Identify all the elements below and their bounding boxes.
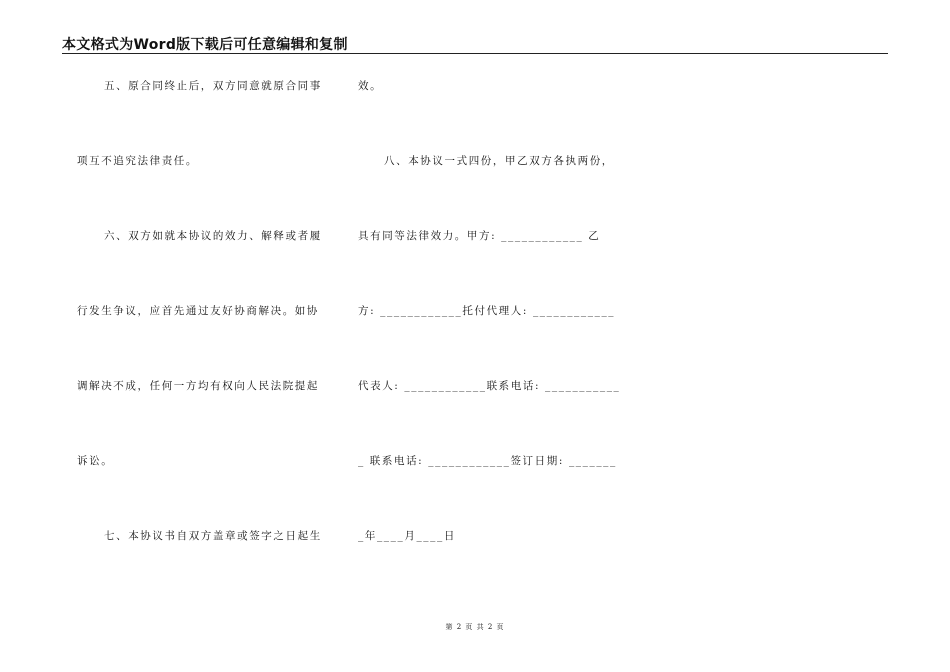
page-header-title: 本文格式为Word版下载后可任意编辑和复制 xyxy=(62,37,348,53)
left-line-5: 调解决不成，任何一方均有权向人民法院提起 xyxy=(77,380,319,392)
header-rule xyxy=(62,53,888,54)
right-line-1: 效。 xyxy=(358,80,383,92)
left-line-6: 诉讼。 xyxy=(77,455,114,467)
right-line-2: 八、本协议一式四份，甲乙双方各执两份， xyxy=(384,155,614,167)
right-line-4: 方: ____________托付代理人: ____________ xyxy=(358,305,616,317)
right-line-6: _ 联系电话: ____________签订日期: _______ xyxy=(358,455,617,467)
left-line-7: 七、本协议书自双方盖章或签字之日起生 xyxy=(104,530,322,542)
left-line-3: 六、双方如就本协议的效力、解释或者履 xyxy=(104,230,322,242)
left-line-4: 行发生争议，应首先通过友好协商解决。如协 xyxy=(77,305,319,317)
left-line-1: 五、原合同终止后，双方同意就原合同事 xyxy=(104,80,322,92)
page-number-footer: 第 2 页 共 2 页 xyxy=(445,623,505,631)
right-line-3: 具有同等法律效力。甲方: ____________ 乙 xyxy=(358,230,601,242)
right-line-7: _年____月____日 xyxy=(358,530,456,542)
left-line-2: 项互不追究法律责任。 xyxy=(77,155,198,167)
right-line-5: 代表人: ____________联系电话: ___________ xyxy=(358,380,621,392)
